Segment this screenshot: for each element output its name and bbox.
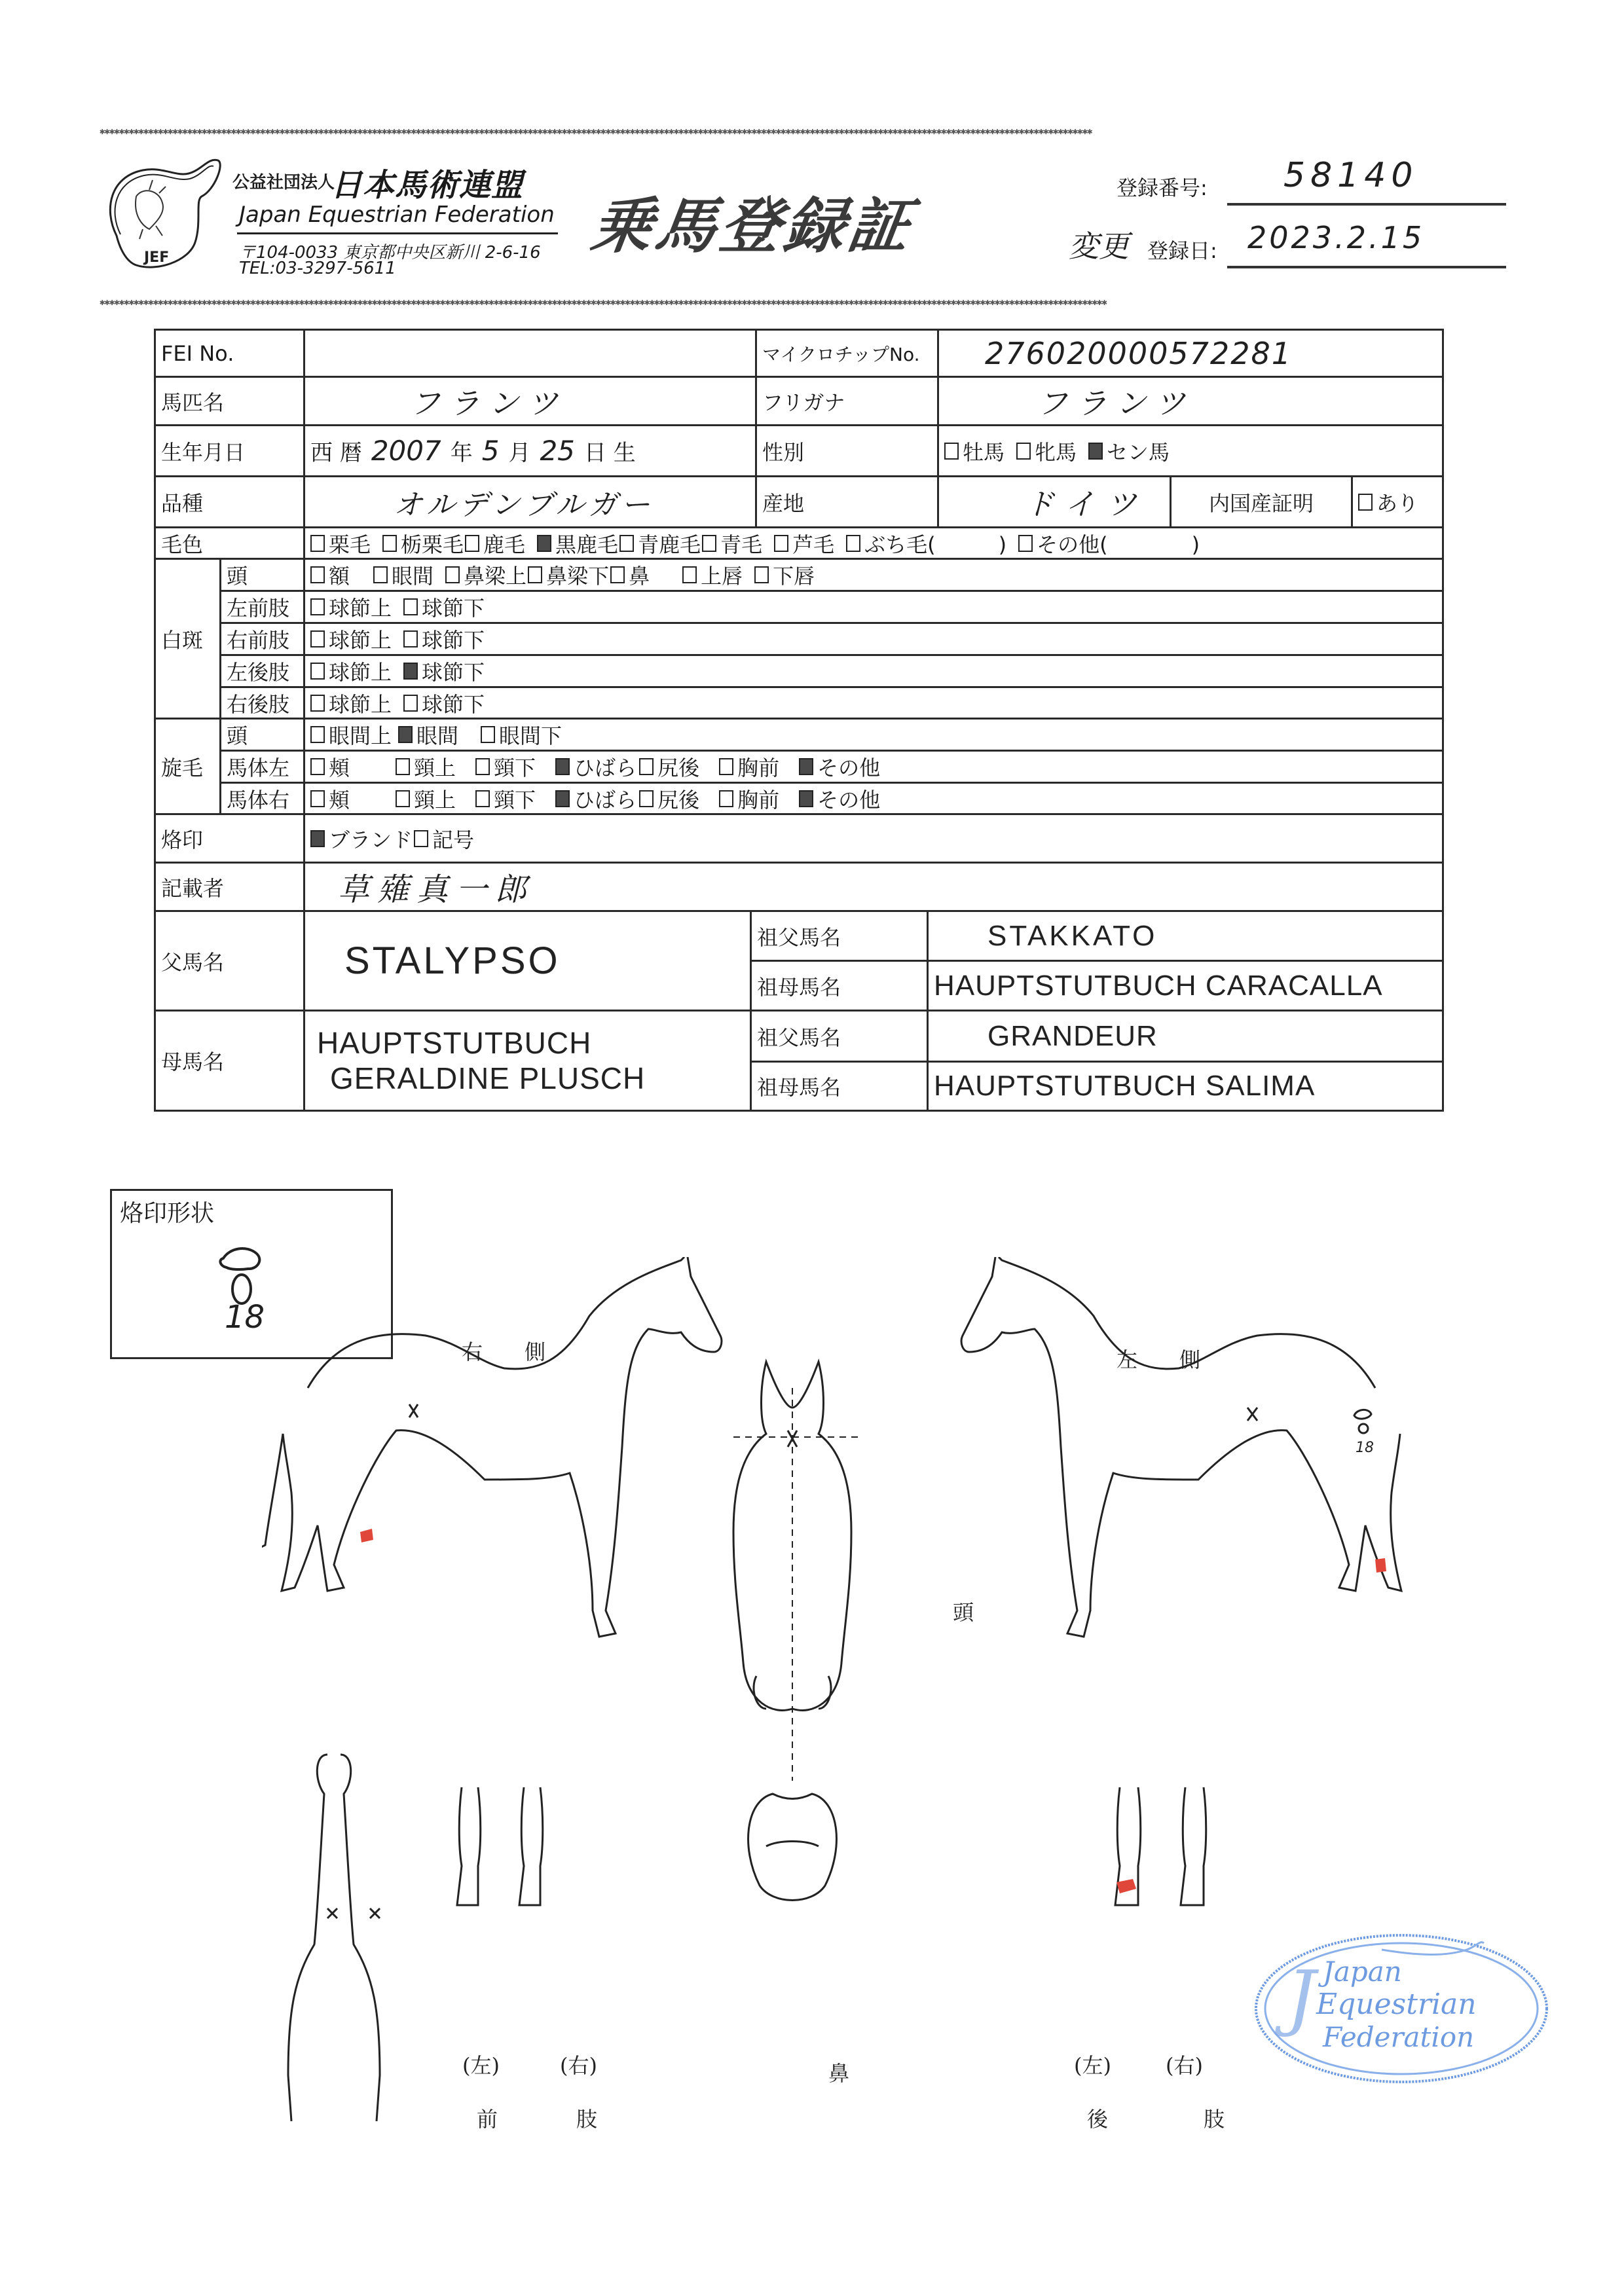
grandsire-label: 祖父馬名	[752, 1011, 929, 1061]
recorder-label: 記載者	[156, 864, 305, 910]
white-right-fore-row	[221, 624, 1442, 656]
checkbox[interactable]	[414, 830, 428, 847]
checkbox[interactable]	[382, 535, 397, 552]
checkbox[interactable]	[396, 790, 410, 807]
option[interactable]: 鼻	[610, 560, 650, 590]
option[interactable]: 眼間	[398, 720, 458, 750]
option[interactable]: 上唇	[682, 560, 743, 590]
grandsire-value[interactable]: GRANDEUR	[987, 1019, 1158, 1052]
sex-option-stallion[interactable]: 牡馬	[944, 436, 1005, 466]
checkbox[interactable]	[639, 790, 654, 807]
checkbox[interactable]	[403, 695, 418, 712]
checkbox[interactable]	[944, 443, 959, 460]
options	[305, 720, 1442, 750]
whorl-left-body-row	[221, 752, 1442, 784]
white-head-row	[221, 560, 1442, 592]
row-brand	[156, 815, 1442, 864]
birth-day-unit: 日 生	[583, 440, 636, 466]
jef-stamp	[1251, 1930, 1552, 2087]
white-right-hind-row	[221, 688, 1442, 718]
org-tel: TEL:03-3297-5611	[239, 259, 396, 278]
registration-date-underline	[1227, 266, 1506, 268]
birth-era: 西 暦	[310, 440, 362, 466]
registration-number: 58140	[1283, 156, 1418, 195]
row-horse-name	[156, 378, 1442, 426]
option[interactable]: 球節下	[403, 656, 485, 686]
checkbox[interactable]	[846, 535, 860, 552]
nose-label: 鼻	[828, 2061, 850, 2086]
birth-month-unit: 月	[508, 440, 531, 466]
checkbox[interactable]	[475, 790, 490, 807]
checkbox-checked[interactable]	[555, 790, 570, 807]
part-label: 頭	[221, 720, 305, 750]
options	[305, 624, 1442, 654]
horse-name-value[interactable]: フランツ	[305, 378, 757, 424]
checkbox[interactable]	[610, 566, 625, 583]
dam-value[interactable]	[305, 1011, 752, 1110]
forelimb-left-label: (左)	[462, 2053, 500, 2078]
org-name-ja: 日本馬術連盟	[331, 167, 524, 204]
org-type: 公益社団法人	[232, 173, 335, 192]
option[interactable]: 頸下	[475, 784, 536, 814]
option[interactable]: 頸上	[396, 784, 456, 814]
checkbox[interactable]	[1358, 494, 1373, 511]
checkbox[interactable]	[1018, 535, 1033, 552]
checkbox-checked[interactable]	[799, 758, 813, 775]
brand-shape-label: 烙印形状	[120, 1200, 215, 1227]
registration-date-label: 登録日:	[1147, 238, 1217, 263]
option[interactable]: 球節下	[403, 624, 485, 654]
checkbox[interactable]	[719, 758, 733, 775]
registration-form	[154, 329, 1444, 1112]
dam-label: 母馬名	[156, 1011, 305, 1110]
coat-pinto[interactable]: ぶち毛( )	[846, 528, 1006, 558]
checkbox[interactable]	[310, 790, 325, 807]
checkbox[interactable]	[1016, 443, 1031, 460]
option[interactable]: ひばら	[555, 752, 637, 782]
fei-label: FEI No.	[156, 331, 305, 376]
svg-text:18: 18	[1356, 1440, 1374, 1456]
fei-value[interactable]	[305, 331, 757, 376]
options	[305, 784, 1442, 814]
option[interactable]: 眼間下	[481, 720, 562, 750]
grandsire-value[interactable]: STAKKATO	[987, 919, 1158, 952]
whorls-rows	[221, 720, 1442, 813]
head-label: 頭	[953, 1600, 974, 1625]
coat-liver-chestnut[interactable]: 栃栗毛	[382, 528, 464, 558]
coat-bay[interactable]: 鹿毛	[465, 528, 525, 558]
part-label: 右後肢	[221, 688, 305, 718]
row-coat-color	[156, 528, 1442, 560]
white-left-hind-row	[221, 656, 1442, 688]
option[interactable]: 下唇	[754, 560, 815, 590]
org-divider	[237, 232, 558, 234]
checkbox-checked[interactable]	[555, 758, 570, 775]
hindlimb-left-label: (左)	[1074, 2053, 1111, 2078]
option[interactable]: ひばら	[555, 784, 637, 814]
birth-day: 25	[540, 435, 575, 467]
checkbox[interactable]	[403, 598, 418, 615]
origin-value[interactable]: ドイツ	[939, 477, 1172, 526]
domestic-cert-label: 内国産証明	[1172, 477, 1353, 526]
option[interactable]: 球節上	[310, 656, 392, 686]
change-mark: 変更	[1069, 228, 1129, 264]
checkbox-checked[interactable]	[537, 535, 551, 552]
org-name-en: Japan Equestrian Federation	[239, 202, 555, 228]
option[interactable]: 球節上	[310, 688, 392, 718]
white-head-options	[305, 560, 1442, 590]
coat-brown[interactable]: 青鹿毛	[619, 528, 701, 558]
checkbox[interactable]	[702, 535, 716, 552]
hindlimb-label-2: 肢	[1204, 2107, 1225, 2132]
checkbox[interactable]	[639, 758, 654, 775]
part-label: 馬体左	[221, 752, 305, 782]
granddam-label: 祖母馬名	[752, 1063, 929, 1110]
sex-options	[939, 426, 1442, 475]
registration-number-label: 登録番号:	[1116, 175, 1208, 200]
coat-black[interactable]: 青毛	[702, 528, 762, 558]
options	[305, 656, 1442, 686]
checkbox-checked[interactable]	[398, 726, 413, 743]
birth-year: 2007	[371, 435, 441, 467]
options	[305, 752, 1442, 782]
checkbox[interactable]	[403, 630, 418, 647]
brand-options	[305, 815, 1442, 862]
whorl-head-row	[221, 720, 1442, 752]
checkbox[interactable]	[396, 758, 410, 775]
horse-name-label: 馬匹名	[156, 378, 305, 424]
option[interactable]: 尻後	[639, 784, 699, 814]
sire-granddam-row	[752, 962, 1442, 1010]
registration-number-underline	[1227, 203, 1506, 206]
checkbox[interactable]	[528, 566, 542, 583]
checkbox[interactable]	[719, 790, 733, 807]
row-fei	[156, 331, 1442, 378]
birth-value[interactable]	[305, 426, 757, 475]
microchip-value[interactable]: 276020000572281	[985, 335, 1292, 371]
brand-option-symbol[interactable]: 記号	[414, 824, 474, 854]
birth-year-unit: 年	[450, 440, 473, 466]
checkbox-checked[interactable]	[310, 830, 325, 847]
forelimb-right-label: (右)	[560, 2053, 597, 2078]
whorl-right-body-row	[221, 784, 1442, 814]
coat-color-options	[305, 528, 1442, 558]
sire-value[interactable]: STALYPSO	[305, 912, 752, 1010]
sire-grandparents	[752, 912, 1442, 1010]
birth-month: 5	[481, 435, 500, 467]
row-dam	[156, 1011, 1442, 1110]
grandsire-label: 祖父馬名	[752, 912, 929, 960]
forelimb-label-2: 肢	[576, 2107, 598, 2132]
options	[305, 592, 1442, 622]
hindlimb-right-label: (右)	[1166, 2053, 1203, 2078]
row-white-markings	[156, 560, 1442, 720]
furigana-label: フリガナ	[757, 378, 939, 424]
checkbox[interactable]	[310, 758, 325, 775]
granddam-value[interactable]: HAUPTSTUTBUCH SALIMA	[934, 1070, 1316, 1102]
svg-text:JEF: JEF	[144, 249, 170, 266]
white-markings-label: 白斑	[156, 560, 221, 718]
part-label: 左後肢	[221, 656, 305, 686]
option[interactable]: 尻後	[639, 752, 699, 782]
row-recorder	[156, 864, 1442, 912]
left-side-label: 左 側	[1116, 1347, 1201, 1372]
brand-label: 烙印	[156, 815, 305, 862]
part-label: 馬体右	[221, 784, 305, 814]
granddam-label: 祖母馬名	[752, 962, 929, 1010]
sex-option-mare[interactable]: 牝馬	[1016, 436, 1077, 466]
checkbox-checked[interactable]	[403, 663, 418, 680]
jef-logo	[103, 157, 228, 275]
checkbox-checked[interactable]	[1088, 443, 1103, 460]
svg-text:Japan: Japan	[1323, 1956, 1402, 1988]
row-birth	[156, 426, 1442, 477]
option[interactable]: 球節下	[403, 592, 485, 622]
option[interactable]: 球節上	[310, 624, 392, 654]
checkbox[interactable]	[373, 566, 388, 583]
row-breed	[156, 477, 1442, 528]
furigana-value[interactable]: フランツ	[1037, 385, 1194, 421]
breed-value[interactable]: オルデンブルガー	[305, 477, 757, 526]
checkbox[interactable]	[774, 535, 788, 552]
hindlimb-label-1: 後	[1087, 2107, 1109, 2132]
checkbox[interactable]	[310, 695, 325, 712]
microchip-label: マイクロチップNo.	[757, 331, 939, 376]
row-sire	[156, 912, 1442, 1011]
option[interactable]: 頸上	[396, 752, 456, 782]
dam-value-line2: GERALDINE PLUSCH	[330, 1061, 646, 1095]
checkbox[interactable]	[310, 630, 325, 647]
option[interactable]: 球節上	[310, 592, 392, 622]
coat-color-label: 毛色	[156, 528, 305, 558]
sex-label: 性別	[757, 426, 939, 475]
option[interactable]: 鼻梁下	[528, 560, 609, 590]
right-side-label: 右 側	[462, 1339, 546, 1364]
option[interactable]: その他	[799, 784, 880, 814]
white-left-fore-row	[221, 592, 1442, 624]
checkbox[interactable]	[310, 663, 325, 680]
white-marking-highlight	[360, 1529, 1386, 1893]
option[interactable]: その他	[799, 752, 880, 782]
checkbox-checked[interactable]	[799, 790, 813, 807]
checkbox[interactable]	[310, 598, 325, 615]
sire-label: 父馬名	[156, 912, 305, 1010]
checkbox[interactable]	[754, 566, 769, 583]
checkbox[interactable]	[465, 535, 479, 552]
row-whorls	[156, 720, 1442, 815]
dam-grandparents	[752, 1011, 1442, 1110]
decorative-border-bottom: ✱✱✱✱✱✱✱✱✱✱✱✱✱✱✱✱✱✱✱✱✱✱✱✱✱✱✱✱✱✱✱✱✱✱✱✱✱✱✱✱✱✱✱✱✱✱✱✱✱✱✱✱✱✱✱✱✱✱✱✱✱✱✱✱✱✱✱✱✱✱✱✱✱✱✱✱✱✱✱✱✱✱✱✱✱✱✱✱✱✱✱✱✱✱✱✱✱✱✱✱✱✱✱✱✱✱✱✱✱✱✱✱✱✱✱✱✱✱✱✱✱✱✱✱✱✱✱✱✱✱✱✱✱✱✱✱✱✱✱✱✱✱✱✱✱✱✱✱✱✱✱✱✱✱✱✱✱✱✱✱✱✱✱✱✱✱✱✱✱✱✱✱✱✱✱✱✱✱✱✱✱✱✱✱✱✱✱✱✱✱✱✱✱✱✱✱✱✱✱✱✱✱✱✱✱✱✱	[100, 298, 1107, 307]
checkbox[interactable]	[481, 726, 495, 743]
org-address: 〒104-0033 東京都中央区新川 2-6-16	[239, 243, 541, 263]
domestic-cert-option[interactable]: あり	[1353, 477, 1442, 526]
checkbox[interactable]	[682, 566, 697, 583]
dam-granddam-row	[752, 1063, 1442, 1110]
checkbox[interactable]	[619, 535, 634, 552]
part-label: 頭	[221, 560, 305, 590]
checkbox[interactable]	[445, 566, 460, 583]
brand-option-brand[interactable]: ブランド	[310, 824, 413, 854]
granddam-value[interactable]: HAUPTSTUTBUCH CARACALLA	[934, 969, 1383, 1002]
document-title: 乗馬登録証	[587, 191, 918, 261]
svg-text:Federation: Federation	[1323, 2021, 1475, 2053]
dam-grandsire-row	[752, 1011, 1442, 1063]
sex-option-gelding[interactable]: セン馬	[1088, 436, 1170, 466]
part-label: 右前肢	[221, 624, 305, 654]
option[interactable]: 鼻梁上	[445, 560, 526, 590]
option[interactable]: 球節下	[403, 688, 485, 718]
coat-grey[interactable]: 芦毛	[774, 528, 834, 558]
breed-label: 品種	[156, 477, 305, 526]
origin-label: 産地	[757, 477, 939, 526]
option[interactable]: 眼間上	[310, 720, 392, 750]
option[interactable]: 胸前	[719, 752, 779, 782]
coat-other[interactable]: その他( )	[1018, 528, 1200, 558]
white-markings-rows	[221, 560, 1442, 718]
whorls-label: 旋毛	[156, 720, 221, 813]
checkbox[interactable]	[310, 566, 325, 583]
coat-chestnut[interactable]: 栗毛	[310, 528, 371, 558]
option[interactable]: 額	[310, 560, 350, 590]
sire-grandsire-row	[752, 912, 1442, 962]
option[interactable]: 眼間	[373, 560, 434, 590]
checkbox[interactable]	[475, 758, 490, 775]
brand-shape-number: 18	[225, 1299, 265, 1336]
option[interactable]: 頸下	[475, 752, 536, 782]
dam-value-line1: HAUPTSTUTBUCH	[317, 1026, 592, 1060]
checkbox[interactable]	[310, 535, 325, 552]
option[interactable]: 頬	[310, 784, 350, 814]
registration-date: 2023.2.15	[1247, 220, 1425, 255]
options	[305, 688, 1442, 718]
svg-text:J: J	[1287, 1955, 1316, 2039]
part-label: 左前肢	[221, 592, 305, 622]
birth-label: 生年月日	[156, 426, 305, 475]
coat-dark-bay[interactable]: 黒鹿毛	[537, 528, 618, 558]
option[interactable]: 胸前	[719, 784, 779, 814]
svg-text:Equestrian: Equestrian	[1316, 1988, 1477, 2021]
recorder-value[interactable]: 草薙真一郎	[338, 871, 535, 908]
checkbox[interactable]	[310, 726, 325, 743]
forelimb-label-1: 前	[477, 2107, 498, 2132]
option[interactable]: 頬	[310, 752, 350, 782]
decorative-border-top: ✱✱✱✱✱✱✱✱✱✱✱✱✱✱✱✱✱✱✱✱✱✱✱✱✱✱✱✱✱✱✱✱✱✱✱✱✱✱✱✱✱✱✱✱✱✱✱✱✱✱✱✱✱✱✱✱✱✱✱✱✱✱✱✱✱✱✱✱✱✱✱✱✱✱✱✱✱✱✱✱✱✱✱✱✱✱✱✱✱✱✱✱✱✱✱✱✱✱✱✱✱✱✱✱✱✱✱✱✱✱✱✱✱✱✱✱✱✱✱✱✱✱✱✱✱✱✱✱✱✱✱✱✱✱✱✱✱✱✱✱✱✱✱✱✱✱✱✱✱✱✱✱✱✱✱✱✱✱✱✱✱✱✱✱✱✱✱✱✱✱✱✱✱✱✱✱✱✱✱✱✱✱✱✱✱✱✱✱✱✱✱✱✱✱✱✱✱✱✱✱✱✱✱✱	[100, 127, 1092, 136]
